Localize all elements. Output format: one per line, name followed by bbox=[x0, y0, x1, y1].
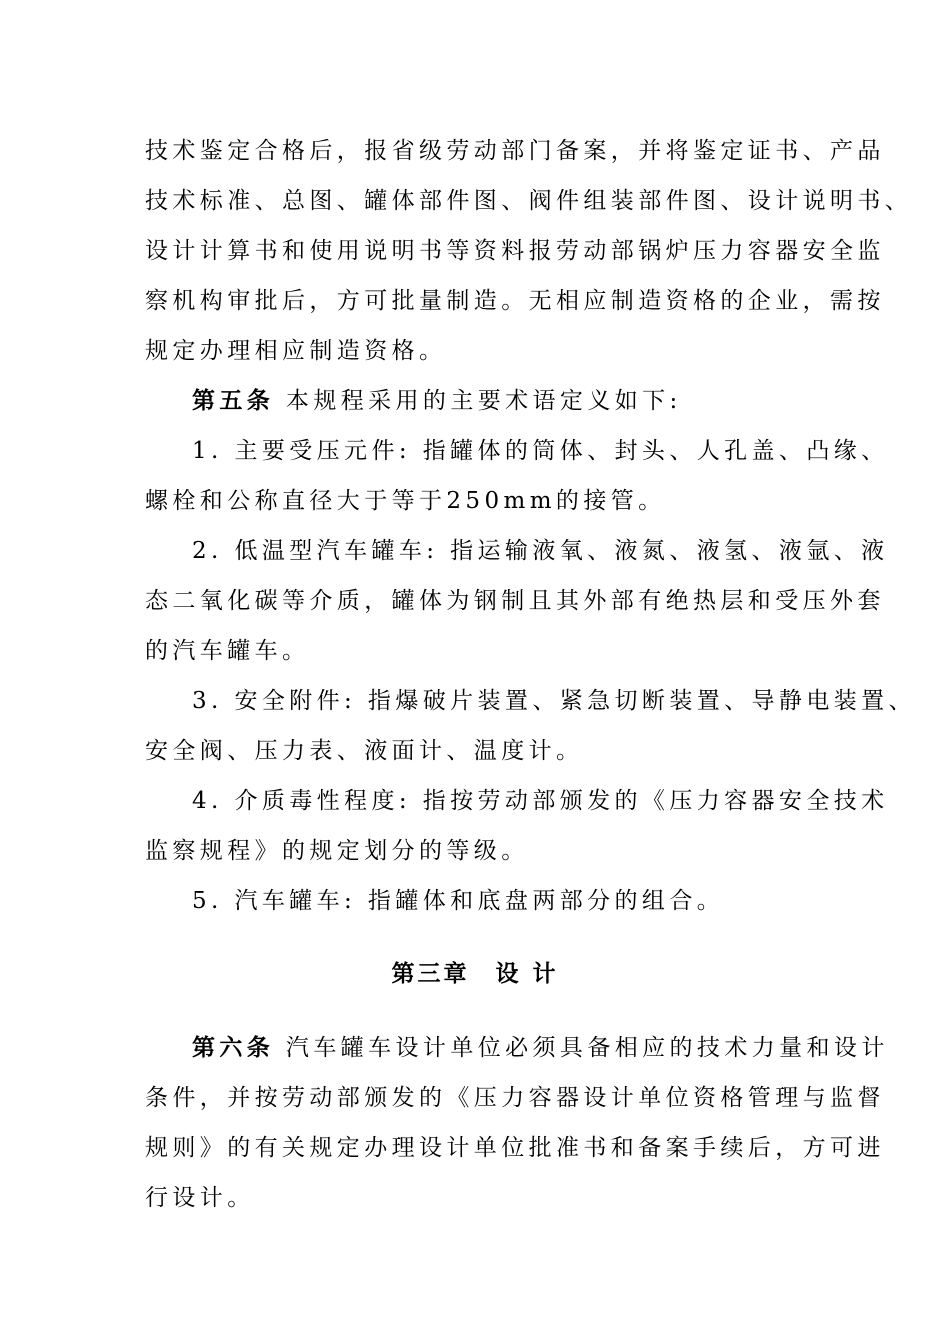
definition-2-line-3: 的汽车罐车。 bbox=[145, 638, 310, 664]
intro-line-5: 规定办理相应制造资格。 bbox=[145, 338, 447, 364]
intro-line-2: 技术标准、总图、罐体部件图、阀件组装部件图、设计说明书、 bbox=[145, 188, 913, 214]
definition-2-line-2: 态二氧化碳等介质，罐体为钢制且其外部有绝热层和受压外套 bbox=[145, 588, 885, 614]
article-5-text: 本规程采用的主要术语定义如下: bbox=[274, 388, 682, 414]
chapter-title: 设 计 bbox=[495, 960, 559, 987]
definition-4-line-1: 4. 介质毒性程度: 指按劳动部颁发的《压力容器安全技术 bbox=[192, 788, 889, 814]
article-6-line-4: 行设计。 bbox=[145, 1185, 255, 1211]
article-6-label: 第六条 bbox=[192, 1034, 275, 1061]
article-6-line-2: 条件，并按劳动部颁发的《压力容器设计单位资格管理与监督 bbox=[145, 1085, 885, 1111]
definition-5-line-1: 5. 汽车罐车: 指罐体和底盘两部分的组合。 bbox=[192, 888, 725, 914]
article-6-line-3: 规则》的有关规定办理设计单位批准书和备案手续后，方可进 bbox=[145, 1135, 885, 1161]
article-5-heading bbox=[192, 386, 682, 416]
definition-4-line-2: 监察规程》的规定划分的等级。 bbox=[145, 838, 529, 864]
article-6-line-1 bbox=[192, 1033, 889, 1063]
definition-2-line-1: 2. 低温型汽车罐车: 指运输液氧、液氮、液氢、液氩、液 bbox=[192, 538, 889, 564]
article-5-label: 第五条 bbox=[192, 387, 275, 414]
intro-line-3: 设计计算书和使用说明书等资料报劳动部锅炉压力容器安全监 bbox=[145, 238, 885, 264]
definition-3-line-2: 安全阀、压力表、液面计、温度计。 bbox=[145, 738, 584, 764]
definition-3-line-1: 3. 安全附件: 指爆破片装置、紧急切断装置、导静电装置、 bbox=[192, 688, 916, 714]
definition-1-line-2: 螺栓和公称直径大于等于250mm的接管。 bbox=[145, 488, 666, 514]
chapter-number: 第三章 bbox=[391, 960, 470, 987]
intro-line-1: 技术鉴定合格后，报省级劳动部门备案，并将鉴定证书、产品 bbox=[145, 138, 885, 164]
definition-1-line-1: 1. 主要受压元件: 指罐体的筒体、封头、人孔盖、凸缘、 bbox=[192, 438, 889, 464]
article-6-text: 汽车罐车设计单位必须具备相应的技术力量和设计 bbox=[274, 1035, 889, 1061]
intro-line-4: 察机构审批后，方可批量制造。无相应制造资格的企业，需按 bbox=[145, 288, 885, 314]
chapter-heading bbox=[0, 959, 950, 989]
